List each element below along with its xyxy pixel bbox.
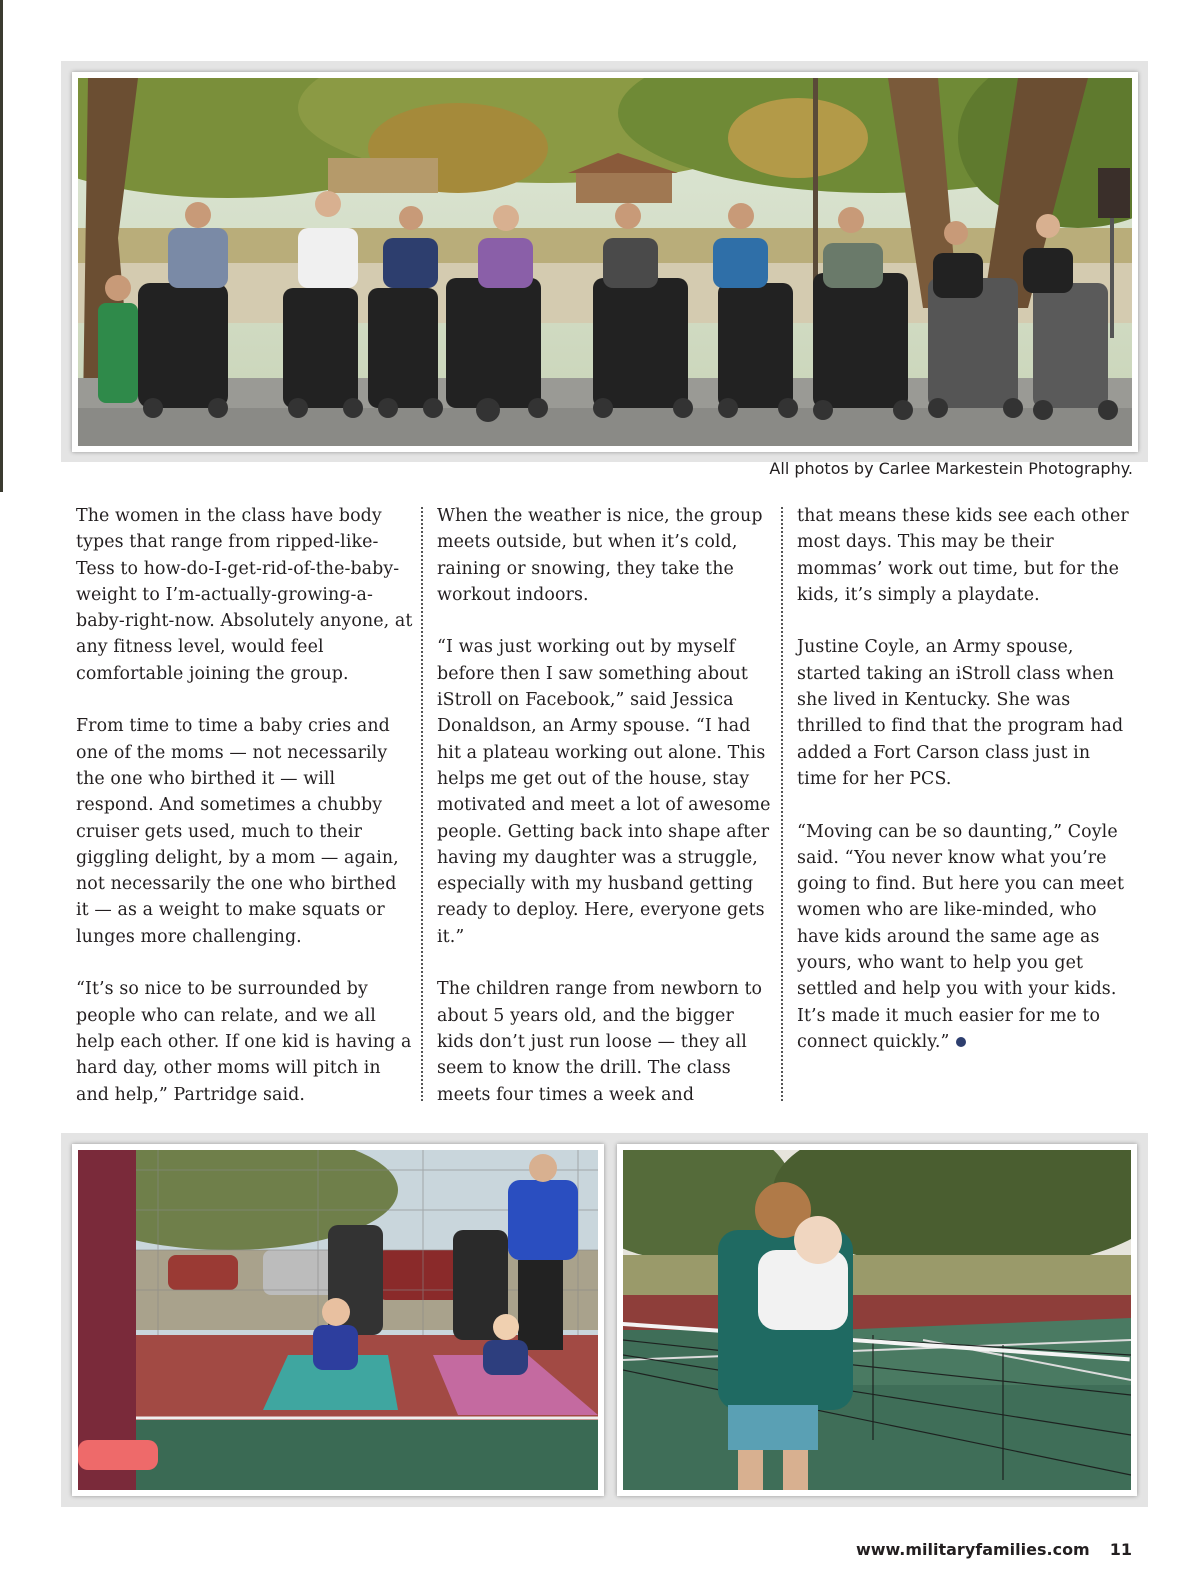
article-column-1 [76, 503, 414, 1134]
paragraph: From time to time a baby cries and one of the moms — not necessarily the one who birthed it — will respond. And sometimes a chubby cruiser gets used, much to their giggling delight, by a mom — again, not necessarily the one who birthed it — as a weight to make squats or lunges more challenging. [76, 716, 399, 947]
paragraph: Justine Coyle, an Army spouse, started taking an iStroll class when she lived in Kentucky. She was thrilled to find that the program had added a Fort Carson class just in time for her PCS. [797, 637, 1124, 789]
group-photo-moms-with-strollers [72, 72, 1138, 452]
paragraph: “It’s so nice to be surrounded by people who can relate, and we all help each other. If one kid is having a hard day, other moms will pitch in and help,” Partridge said. [76, 979, 412, 1105]
photo-credit-caption: All photos by Carlee Markestein Photography. [769, 459, 1133, 478]
mom-and-baby-illustration [623, 1150, 1131, 1490]
page-edge-rule [0, 0, 3, 492]
paragraph: that means these kids see each other most days. This may be their mommas’ work out time, but for the kids, it’s simply a playdate. [797, 506, 1129, 605]
column-divider [781, 507, 783, 1101]
photo-mom-hugging-baby-tennis-court [617, 1144, 1137, 1496]
column-divider [421, 507, 423, 1101]
page-footer [856, 1540, 1132, 1559]
article-column-3 [797, 503, 1135, 1082]
paragraph: “I was just working out by myself before then I saw something about iStroll on Facebook,” said Jessica Donaldson, an Army spouse. “I had hit a plateau working out alone. This helps me get out of the house, stay motivated and meet a lot of awesome people. Getting back into shape after having my daughter was a struggle, especially with my husband getting ready to deploy. Here, everyone gets it.” [437, 637, 771, 947]
photo-babies-on-yoga-mats [72, 1144, 604, 1496]
paragraph: The women in the class have body types that range from ripped-like-Tess to how-do-I-get-rid-of-the-baby-weight to I’m-actually-growing-a-baby-right-now. Absolutely anyone, at any fitness level, would feel comfortable joining the group. [76, 506, 413, 684]
end-of-article-dot [956, 1037, 966, 1047]
closing-paragraph-text: “Moving can be so daunting,” Coyle said. “You never know what you’re going to find. But here you can meet women who are like-minded, who have kids around the same age as yours, who want to help you get settled and help you with your kids. It’s made it much easier for me to connect quickly.” [797, 821, 1125, 1052]
babies-on-mats-illustration [78, 1150, 598, 1490]
paragraph: When the weather is nice, the group meets outside, but when it’s cold, raining or snowing, they take the workout indoors. [437, 506, 763, 605]
website-url: www.militaryfamilies.com [855, 1540, 1090, 1559]
article-column-2 [437, 503, 775, 1134]
paragraph: The children range from newborn to about 5 years old, and the bigger kids don’t just run loose — they all seem to know the drill. The class meets four times a week and [437, 979, 763, 1105]
page-number: 11 [1109, 1540, 1132, 1559]
group-photo-illustration [78, 78, 1132, 446]
paragraph [797, 819, 1135, 1056]
